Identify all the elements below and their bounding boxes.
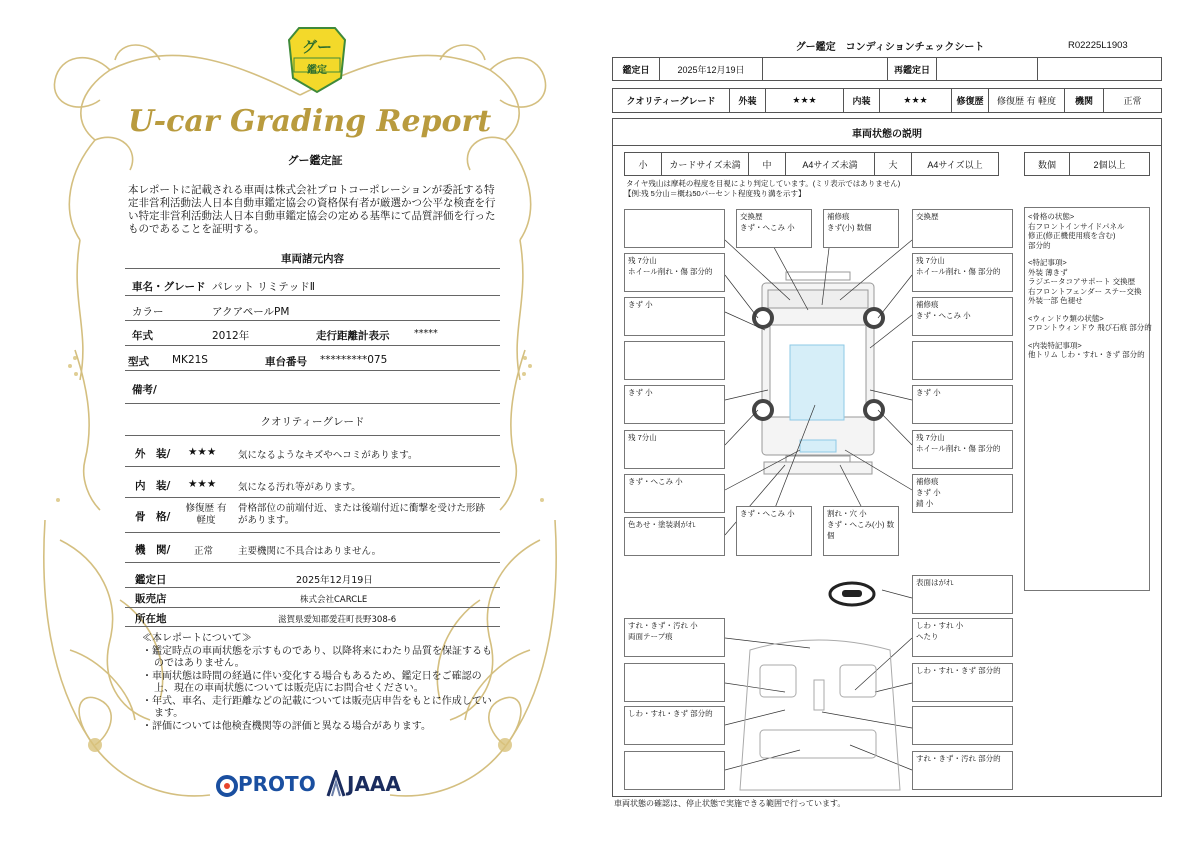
- quality-heading: クオリティーグレード: [260, 416, 365, 428]
- spec-model-value: MK21S: [172, 354, 208, 366]
- divider: [125, 607, 500, 608]
- condition-heading: 車両状態の説明: [852, 129, 922, 140]
- divider: [125, 268, 500, 269]
- reappraisal-label: 再鑑定日: [887, 57, 937, 81]
- condition-box: [624, 341, 725, 380]
- quality-grade-label: クオリティーグレード: [612, 88, 730, 113]
- grade-frame-label: 骨 格/: [135, 511, 171, 523]
- condition-box: 交換歴 きず・へこみ 小: [736, 209, 812, 248]
- note-item: ・評価については他検査機関等の評価と異なる場合があります。: [142, 720, 431, 732]
- condition-box: きず 小: [624, 297, 725, 336]
- appraisal-date-value: 2025年12月19日: [296, 575, 373, 586]
- condition-box: 表面はがれ: [912, 575, 1013, 614]
- notes-title: ≪本レポートについて≫: [142, 633, 252, 644]
- exterior-label: 外装: [729, 88, 766, 113]
- spec-name-value: パレット リミテッドⅡ: [212, 281, 315, 293]
- note-item: ・年式、車名、走行距離などの記載については販売店申告をもとに作成しています。: [142, 695, 492, 719]
- appraisal-date-label: 鑑定日: [135, 574, 167, 586]
- divider: [125, 497, 500, 498]
- steering-wheel-icon: [830, 583, 874, 605]
- grade-frame-desc: 骨格部位の前端付近、または後端付近に衝撃を受けた形跡があります。: [238, 503, 486, 526]
- condition-box: 残 7分山 ホイール削れ・傷 部分的: [912, 253, 1013, 292]
- count-label: 数個: [1024, 152, 1070, 176]
- document-id: R02225L1903: [1068, 40, 1128, 51]
- size-medium-desc: A4サイズ未満: [785, 152, 875, 176]
- grade-interior-value: ★★★: [188, 478, 217, 490]
- condition-box: [624, 663, 725, 702]
- spec-remarks-label: 備考/: [132, 384, 157, 396]
- summary-frame: <骨格の状態> 右フロントインサイドパネル 修正(修正機使用痕を含む) 部分的: [1028, 212, 1125, 250]
- count-desc: 2個以上: [1069, 152, 1150, 176]
- divider: [125, 403, 500, 404]
- engine-value: 正常: [1103, 88, 1162, 113]
- condition-box: きず・へこみ 小: [736, 506, 812, 556]
- condition-box: 色あせ・塗装剥がれ: [624, 517, 725, 556]
- condition-box: きず・へこみ 小: [624, 474, 725, 513]
- shop-label: 販売店: [135, 593, 167, 605]
- condition-box: 残 7分山 ホイール削れ・傷 部分的: [624, 253, 725, 292]
- summary-windows: <ウィンドウ類の状態> フロントウィンドウ 飛び石痕 部分的: [1028, 313, 1152, 332]
- emblem-top-text: グー: [301, 38, 332, 56]
- spec-year-label: 年式: [132, 330, 153, 342]
- report-notes: [142, 633, 492, 733]
- exterior-grade: ★★★: [765, 88, 844, 113]
- engine-label: 機関: [1064, 88, 1104, 113]
- condition-box: 補修痕 きず(小) 数個: [823, 209, 899, 248]
- grade-engine-desc: 主要機関に不具合はありません。: [238, 546, 382, 557]
- condition-box: きず 小: [624, 385, 725, 424]
- condition-check-sheet: [600, 0, 1200, 848]
- date-label: 鑑定日: [612, 57, 660, 81]
- condition-box: きず 小: [912, 385, 1013, 424]
- spec-color-label: カラー: [132, 306, 164, 318]
- proto-logo: PROTO: [238, 772, 316, 796]
- size-large: 大: [874, 152, 912, 176]
- divider: [125, 626, 500, 627]
- spec-mileage-label: 走行距離計表示: [316, 330, 390, 342]
- spec-chassis-label: 車台番号: [265, 356, 307, 368]
- grade-interior-label: 内 装/: [135, 480, 171, 492]
- grade-engine-label: 機 関/: [135, 544, 171, 556]
- shop-value: 株式会社CARCLE: [300, 595, 368, 605]
- condition-box: [624, 209, 725, 248]
- divider: [125, 345, 500, 346]
- condition-box: 残 7分山: [624, 430, 725, 469]
- jaaa-logo: JAAA: [347, 772, 401, 796]
- summary-special: <特記事項> 外装 薄きず ラジエータコアサポート 交換歴 右フロントフェンダー ステー交換 外装一部 色褪せ: [1028, 258, 1142, 305]
- condition-box: しわ・すれ 小 へたり: [912, 618, 1013, 657]
- summary-interior: <内装特記事項> 他トリム しわ・すれ・きず 部分的: [1028, 340, 1145, 359]
- grade-exterior-value: ★★★: [188, 446, 217, 458]
- condition-box: [912, 706, 1013, 745]
- condition-box: [624, 751, 725, 790]
- grade-engine-value: 正常: [194, 546, 214, 557]
- date-value: 2025年12月19日: [659, 57, 763, 81]
- certificate-title: グー鑑定証: [287, 154, 343, 167]
- grade-frame-value: 修復歴 有 軽度: [185, 503, 227, 526]
- sheet-footer: 車両状態の確認は、停止状態で実施できる範囲で行っています。: [614, 799, 846, 808]
- condition-box: しわ・すれ・きず 部分的: [912, 663, 1013, 702]
- grade-exterior-label: 外 装/: [135, 448, 171, 460]
- interior-label: 内装: [843, 88, 880, 113]
- divider: [125, 532, 500, 533]
- tire-note: タイヤ残山は摩耗の程度を目視により判定しています。(ミリ表示ではありません): [626, 179, 901, 188]
- condition-box: 交換歴: [912, 209, 1013, 248]
- interior-grade: ★★★: [879, 88, 952, 113]
- spec-chassis-value: *********075: [320, 354, 388, 366]
- spec-name-label: 車名・グレード: [132, 281, 206, 293]
- blank-cell: [1037, 57, 1162, 81]
- divider: [125, 466, 500, 467]
- summary-notes: [1028, 212, 1178, 368]
- condition-box: 補修痕 きず 小 錆 小: [912, 474, 1013, 513]
- grade-interior-desc: 気になる汚れ等があります。: [238, 482, 361, 493]
- grade-exterior-desc: 気になるようなキズやヘコミがあります。: [238, 450, 418, 461]
- address-label: 所在地: [135, 613, 167, 625]
- size-medium: 中: [748, 152, 786, 176]
- repair-history-value: 修復歴 有 軽度: [988, 88, 1065, 113]
- spec-color-value: アクアペールPM: [212, 306, 290, 318]
- condition-box: 残 7分山 ホイール削れ・傷 部分的: [912, 430, 1013, 469]
- divider: [125, 295, 500, 296]
- note-item: ・鑑定時点の車両状態を示すものであり、以降将来にわたり品質を保証するものではありません。: [142, 645, 492, 669]
- condition-box: すれ・きず・汚れ 小 両面テープ痕: [624, 618, 725, 657]
- divider: [125, 320, 500, 321]
- size-large-desc: A4サイズ以上: [911, 152, 999, 176]
- script-title: U-car Grading Report: [128, 104, 492, 139]
- divider: [125, 370, 500, 371]
- condition-box: [912, 341, 1013, 380]
- note-item: ・車両状態は時間の経過に伴い変化する場合もあるため、鑑定日をご確認の上、現在の車両状態については販売店にお問合せください。: [142, 670, 482, 694]
- address-value: 滋賀県愛知郡愛荘町長野308-6: [278, 615, 397, 625]
- sheet-title: グー鑑定 コンディションチェックシート: [795, 42, 985, 53]
- certificate-intro: 本レポートに記載される車両は株式会社プロトコーポレーションが委託する特定非営利活動法人日本自動車鑑定協会の資格保有者が厳選かつ公平な検査を行い特定非営利活動法人日本自動車鑑定協会の定める基準にて品質評価を行ったものであることを証明する。: [128, 184, 496, 235]
- spec-year-value: 2012年: [212, 330, 250, 342]
- repair-history-label: 修復歴: [951, 88, 989, 113]
- spec-heading: 車両諸元内容: [281, 253, 344, 265]
- condition-box: 割れ・穴 小 きず・へこみ(小) 数個: [823, 506, 899, 556]
- spec-model-label: 型式: [128, 356, 149, 368]
- divider: [125, 562, 500, 563]
- size-small-desc: カードサイズ未満: [661, 152, 749, 176]
- condition-box: すれ・きず・汚れ 部分的: [912, 751, 1013, 790]
- condition-box: 補修痕 きず・へこみ 小: [912, 297, 1013, 336]
- emblem-bottom-text: 鑑定: [307, 65, 327, 76]
- condition-box: しわ・すれ・きず 部分的: [624, 706, 725, 745]
- divider: [125, 587, 500, 588]
- blank-cell: [762, 57, 888, 81]
- jaaa-logo-icon: [326, 770, 346, 798]
- reappraisal-value: [936, 57, 1038, 81]
- divider: [125, 435, 500, 436]
- tire-note-example: 【例:残 5分山＝概ね50パーセント程度残り溝を示す】: [624, 189, 806, 198]
- size-small: 小: [624, 152, 662, 176]
- spec-mileage-value: *****: [414, 328, 438, 339]
